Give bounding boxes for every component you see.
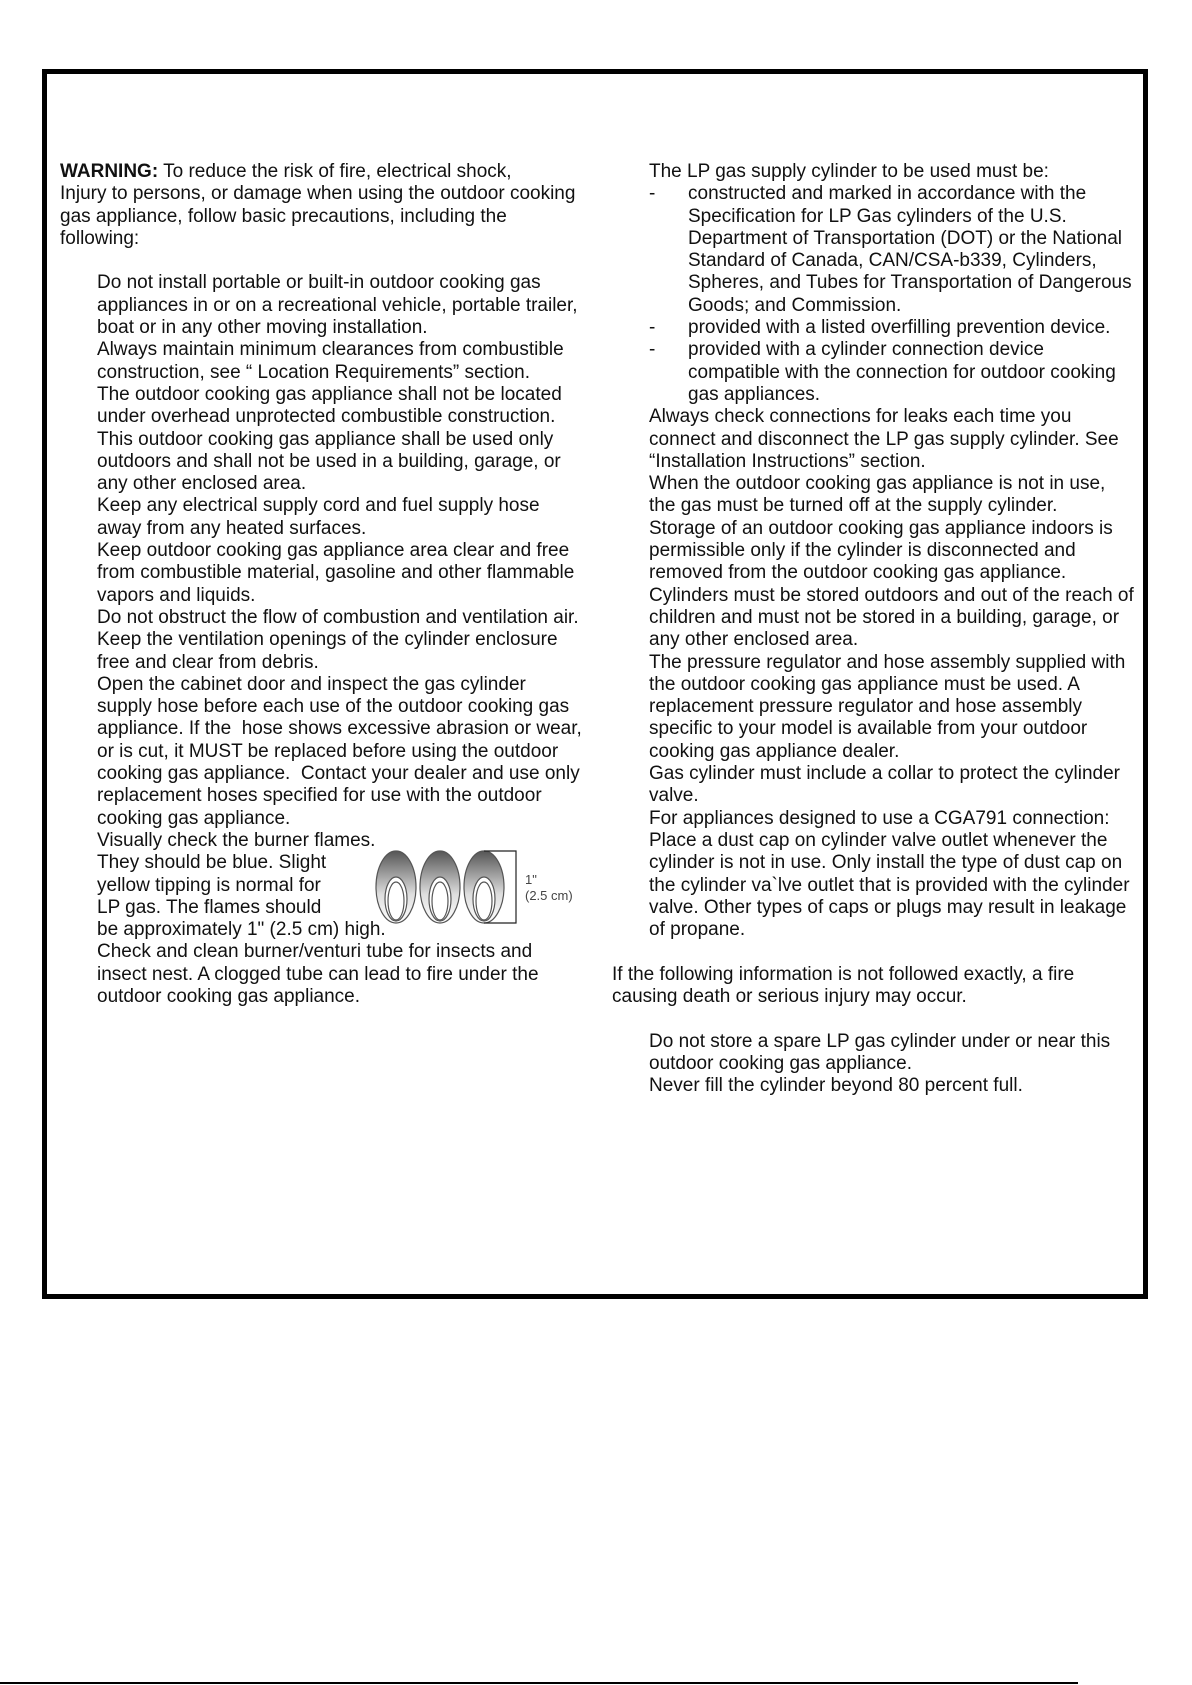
precaution-item-line: cooking gas appliance. bbox=[97, 807, 291, 829]
precaution-item-line: vapors and liquids. bbox=[97, 584, 256, 606]
precaution-item-line: replacement pressure regulator and hose assembly bbox=[649, 696, 1083, 718]
dash-bullet: - bbox=[649, 317, 656, 339]
precaution-item-line: Gas cylinder must include a collar to protect the cylinder bbox=[649, 763, 1120, 785]
cylinder-storage-item-line: Never fill the cylinder beyond 80 percent full. bbox=[649, 1075, 1023, 1097]
precaution-item-line: The pressure regulator and hose assembly supplied with bbox=[649, 651, 1126, 673]
precaution-item-line: replacement hoses specified for use with the outdoor bbox=[97, 785, 542, 807]
precaution-item-line: any other enclosed area. bbox=[649, 629, 859, 651]
warning-line bbox=[60, 161, 600, 183]
precaution-item-line: the cylinder va`lve outlet that is provided with the cylinder bbox=[649, 874, 1130, 896]
cylinder-requirement-text: gas appliances. bbox=[688, 383, 821, 405]
precaution-item-line: construction, see “ Location Requirements” section. bbox=[97, 361, 530, 383]
precaution-item-line: Open the cabinet door and inspect the gas cylinder bbox=[97, 673, 526, 695]
flame-icon bbox=[376, 851, 504, 923]
precaution-item-line: For appliances designed to use a CGA791 connection: bbox=[649, 807, 1110, 829]
warning-text: Injury to persons, or damage when using the outdoor cooking bbox=[60, 183, 576, 205]
precaution-item-line: or is cut, it MUST be replaced before using the outdoor bbox=[97, 740, 559, 762]
precaution-item-line: valve. bbox=[649, 785, 699, 807]
precaution-item-line: valve. Other types of caps or plugs may result in leakage bbox=[649, 896, 1127, 918]
precaution-item-line: the gas must be turned off at the supply cylinder. bbox=[649, 495, 1058, 517]
cylinder-storage-item-line: Do not store a spare LP gas cylinder under or near this bbox=[649, 1030, 1111, 1052]
fire-notice: If the following information is not followed exactly, a fire bbox=[612, 963, 1075, 985]
precaution-item-line: Always check connections for leaks each time you bbox=[649, 406, 1072, 428]
cylinder-requirement-line bbox=[612, 317, 1147, 339]
precaution-item-line: Keep any electrical supply cord and fuel supply hose bbox=[97, 495, 540, 517]
cylinder-requirement bbox=[612, 317, 1147, 339]
cylinder-requirement-text: Spheres, and Tubes for Transportation of Dangerous bbox=[688, 272, 1132, 294]
precaution-item-line: Storage of an outdoor cooking gas appliance indoors is bbox=[649, 517, 1113, 539]
precaution-item-line: Cylinders must be stored outdoors and out of the reach of bbox=[649, 584, 1134, 606]
spacer bbox=[612, 941, 1147, 963]
precaution-item-line: specific to your model is available from your outdoor bbox=[649, 718, 1088, 740]
cylinder-requirement-line bbox=[612, 339, 1147, 361]
cylinder-requirement-text: Goods; and Commission. bbox=[688, 294, 902, 316]
precaution-item-line: under overhead unprotected combustible construction. bbox=[97, 406, 556, 428]
cylinder-requirement bbox=[612, 339, 1147, 406]
precaution-item-line: LP gas. The flames should bbox=[97, 896, 322, 918]
cylinder-requirement-line bbox=[612, 250, 1147, 272]
precaution-item bbox=[60, 272, 600, 339]
precaution-item-line: children and must not be stored in a building, garage, or bbox=[649, 606, 1120, 628]
precaution-item bbox=[60, 384, 600, 429]
cylinder-requirement-text: Standard of Canada, CAN/CSA-b339, Cylinders, bbox=[688, 250, 1097, 272]
precaution-item-line: Do not install portable or built-in outdoor cooking gas bbox=[97, 272, 541, 294]
precaution-item-line: The outdoor cooking gas appliance shall not be located bbox=[97, 383, 562, 405]
precaution-item bbox=[612, 763, 1147, 808]
cylinder-requirement-text: provided with a listed overfilling prevention device. bbox=[688, 317, 1111, 339]
precaution-item bbox=[60, 674, 600, 830]
precaution-item-line: yellow tipping is normal for bbox=[97, 874, 321, 896]
precaution-item-line: appliances in or on a recreational vehicle, portable trailer, bbox=[97, 294, 578, 316]
precaution-item-line: Do not obstruct the flow of combustion and ventilation air. bbox=[97, 606, 579, 628]
precaution-item bbox=[60, 495, 600, 540]
precaution-item-line: away from any heated surfaces. bbox=[97, 517, 367, 539]
precaution-item-line: connect and disconnect the LP gas supply cylinder. See bbox=[649, 428, 1119, 450]
precaution-item-line: supply hose before each use of the outdoor cooking gas bbox=[97, 696, 570, 718]
precaution-item bbox=[60, 629, 600, 674]
precaution-item-line: outdoors and shall not be used in a building, garage, or bbox=[97, 450, 561, 472]
precaution-item bbox=[60, 540, 600, 607]
precaution-item-line: of propane. bbox=[649, 919, 746, 941]
cylinder-requirement-line bbox=[612, 183, 1147, 205]
precaution-item bbox=[60, 941, 600, 1008]
precaution-item-line: They should be blue. Slight bbox=[97, 852, 327, 874]
precaution-item bbox=[612, 808, 1147, 942]
precaution-item-line: free and clear from debris. bbox=[97, 651, 319, 673]
cylinder-requirement-text: Specification for LP Gas cylinders of the U.S. bbox=[688, 205, 1067, 227]
cylinder-requirement-line bbox=[612, 384, 1147, 406]
cylinder-requirements-intro: The LP gas supply cylinder to be used must be: bbox=[649, 161, 1049, 182]
precaution-item-line: from combustible material, gasoline and other flammable bbox=[97, 562, 575, 584]
cylinder-requirement bbox=[612, 183, 1147, 317]
precaution-item-line: Visually check the burner flames. bbox=[97, 829, 376, 851]
warning-text: gas appliance, follow basic precautions, including the bbox=[60, 205, 507, 227]
cylinder-requirement-text: provided with a cylinder connection device bbox=[688, 339, 1044, 361]
precaution-item bbox=[60, 339, 600, 384]
precaution-item-line: “Installation Instructions” section. bbox=[649, 450, 926, 472]
precaution-item-line: This outdoor cooking gas appliance shall be used only bbox=[97, 428, 554, 450]
cylinder-requirement-line bbox=[612, 272, 1147, 294]
cylinder-storage-item bbox=[612, 1031, 1147, 1076]
cylinder-requirement-line bbox=[612, 228, 1147, 250]
cylinder-requirement-text: Department of Transportation (DOT) or the National bbox=[688, 227, 1123, 249]
precaution-item bbox=[612, 652, 1147, 763]
right-column bbox=[612, 161, 1147, 1097]
precaution-item-line: When the outdoor cooking gas appliance is not in use, bbox=[649, 473, 1106, 495]
fire-notice: causing death or serious injury may occur. bbox=[612, 985, 967, 1007]
precaution-item bbox=[612, 518, 1147, 585]
precaution-item-line: removed from the outdoor cooking gas appliance. bbox=[649, 562, 1067, 584]
precaution-item-line: insect nest. A clogged tube can lead to fire under the bbox=[97, 963, 539, 985]
precaution-item-line: permissible only if the cylinder is disconnected and bbox=[649, 540, 1076, 562]
precaution-item-line: boat or in any other moving installation. bbox=[97, 317, 428, 339]
cylinder-requirement-line bbox=[612, 206, 1147, 228]
precaution-item bbox=[612, 406, 1147, 473]
precaution-item bbox=[60, 607, 600, 629]
cylinder-requirement-text: compatible with the connection for outdoor cooking bbox=[688, 361, 1116, 383]
dash-bullet: - bbox=[649, 183, 656, 205]
dash-bullet: - bbox=[649, 339, 656, 361]
flame-height-cm: (2.5 cm) bbox=[525, 888, 573, 903]
warning-text: To reduce the risk of fire, electrical shock, bbox=[158, 161, 512, 182]
precaution-item-line: cooking gas appliance dealer. bbox=[649, 740, 900, 762]
spacer bbox=[60, 250, 600, 272]
cylinder-storage-item-line: outdoor cooking gas appliance. bbox=[649, 1052, 913, 1074]
precaution-item-line: Keep the ventilation openings of the cylinder enclosure bbox=[97, 629, 558, 651]
precaution-item-line: cylinder is not in use. Only install the type of dust cap on bbox=[649, 852, 1123, 874]
cylinder-requirement-text: constructed and marked in accordance with the bbox=[688, 183, 1087, 205]
footer-rule bbox=[0, 1682, 1078, 1684]
precaution-item-line: Always maintain minimum clearances from combustible bbox=[97, 339, 564, 361]
cylinder-requirement-line bbox=[612, 295, 1147, 317]
precaution-item-line: Keep outdoor cooking gas appliance area clear and free bbox=[97, 540, 570, 562]
precaution-item-line: outdoor cooking gas appliance. bbox=[97, 985, 361, 1007]
precaution-item-line: be approximately 1" (2.5 cm) high. bbox=[97, 919, 386, 941]
spacer bbox=[612, 1008, 1147, 1030]
cylinder-storage-item bbox=[612, 1075, 1147, 1097]
precaution-item-line: appliance. If the hose shows excessive abrasion or wear, bbox=[97, 718, 582, 740]
precaution-item-line: cooking gas appliance. Contact your dealer and use only bbox=[97, 763, 580, 785]
flame-height-inch: 1" bbox=[525, 872, 537, 887]
cylinder-requirement-line bbox=[612, 362, 1147, 384]
precaution-item-line: the outdoor cooking gas appliance must be used. A bbox=[649, 673, 1080, 695]
precaution-item bbox=[612, 585, 1147, 652]
warning-text: following: bbox=[60, 227, 140, 249]
precaution-item-line: Place a dust cap on cylinder valve outlet whenever the bbox=[649, 829, 1108, 851]
precaution-item-line: Check and clean burner/venturi tube for insects and bbox=[97, 941, 533, 963]
precaution-item-line: any other enclosed area. bbox=[97, 473, 307, 495]
warning-label: WARNING: bbox=[60, 161, 159, 182]
precaution-item bbox=[60, 429, 600, 496]
precaution-item bbox=[612, 473, 1147, 518]
